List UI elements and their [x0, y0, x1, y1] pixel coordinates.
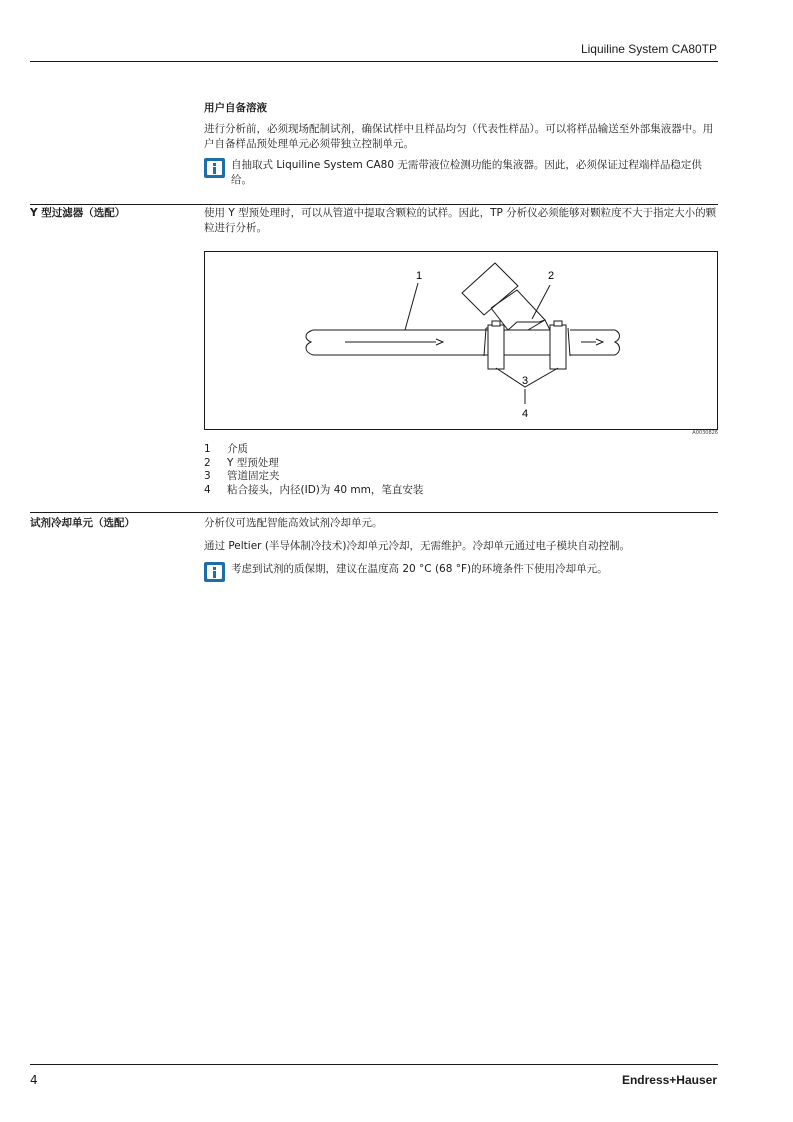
callout-1: 1 [416, 270, 423, 282]
legend-item [204, 443, 423, 457]
legend-num: 3 [204, 470, 211, 482]
y-filter-paragraph: 使用 Y 型预处理时，可以从管道中提取含颗粒的试样。因此，TP 分析仪必须能够对颗粒度不大于指定大小的颗粒进行分析。 [204, 207, 717, 234]
cooling-note [204, 562, 718, 584]
page-number: 4 [30, 1073, 38, 1087]
figure-code: A0030826 [692, 430, 718, 436]
user-solution-paragraph: 进行分析前，必须现场配制试剂，确保试样中且样品均匀（代表性样品）。可以将样品输送至外部集液器中。用户自备样品预处理单元必须带独立控制单元。 [204, 123, 714, 150]
user-solution-note-text: 自抽取式 Liquiline System CA80 无需带液位检测功能的集液器。因此，必须保证过程端样品稳定供给。 [231, 159, 702, 186]
legend-num: 4 [204, 483, 211, 496]
legend-text: 粘合接头，内径(ID)为 40 mm，笔直安装 [227, 483, 424, 496]
callout-2: 2 [548, 270, 555, 282]
user-solution-note [204, 158, 718, 188]
legend-text: Y 型预处理 [227, 456, 279, 469]
info-icon [204, 158, 225, 178]
brand-logo-text: Endress+Hauser [621, 1073, 717, 1087]
callout-4: 4 [522, 408, 529, 420]
cooling-paragraph-1: 分析仪可选配智能高效试剂冷却单元。 [204, 517, 383, 529]
cooling-paragraph-2: 通过 Peltier (半导体制冷技术)冷却单元冷却，无需维护。冷却单元通过电子模块自动控制。 [204, 540, 631, 552]
y-filter-drawing [205, 252, 717, 429]
y-filter-figure [204, 251, 718, 430]
cooling-label: 试剂冷却单元（选配） [30, 517, 135, 529]
section-rule-y-filter [30, 204, 718, 205]
legend-text: 管道固定夹 [227, 470, 280, 482]
legend-num: 2 [204, 456, 211, 469]
legend-num: 1 [204, 443, 211, 455]
section-rule-cooling [30, 512, 718, 513]
document-title: Liquiline System CA80TP [580, 42, 717, 56]
user-solution-heading: 用户自备溶液 [204, 102, 267, 114]
legend-item [204, 470, 423, 484]
callout-3: 3 [522, 375, 529, 387]
header-rule [30, 61, 718, 62]
info-icon [204, 562, 225, 582]
footer-rule [30, 1064, 718, 1065]
figure-legend [204, 443, 423, 497]
legend-item [204, 484, 423, 498]
y-filter-label: Y 型过滤器（选配） [30, 207, 126, 219]
user-solution-section [204, 101, 718, 188]
legend-text: 介质 [227, 443, 248, 455]
legend-item [204, 457, 423, 471]
cooling-section [204, 516, 718, 584]
cooling-note-text: 考虑到试剂的质保期，建议在温度高 20 °C (68 °F)的环境条件下使用冷却单元。 [231, 563, 608, 575]
